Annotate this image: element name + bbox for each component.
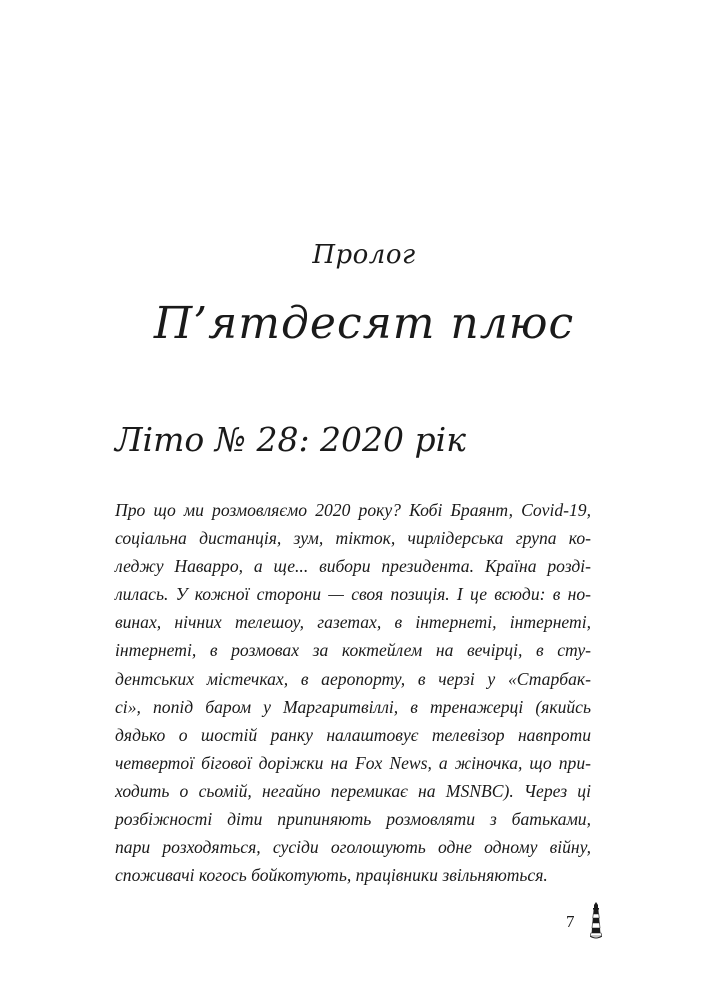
text-line: розбіжності діти припиняють розмовляти з батьками, (115, 809, 591, 830)
text-line: лилась. У кожної сторони — своя позиція. І це всюди: в но- (115, 584, 591, 605)
text-line: четвертої бігової доріжки на Fox News, а жіночка, що при- (115, 752, 591, 773)
text-line: споживачі когось бойкотують, працівники звільняються. (115, 865, 548, 886)
text-line: леджу Наварро, а ще... вибори президента. Країна розді- (115, 556, 591, 577)
text-line: ходить о сьомій, негайно перемикає на MSNBC). Через ці (115, 780, 591, 801)
body-paragraph (115, 496, 591, 889)
text-line: дядько о шостій ранку налаштовує телевізор навпроти (115, 724, 591, 745)
text-line: дентських містечках, в аеропорту, в черзі у «Старбак- (115, 668, 591, 689)
chapter-title: П’ятдесят плюс (153, 298, 575, 349)
lighthouse-icon (590, 902, 602, 940)
text-line: соціальна дистанція, зум, тікток, чирлідерська група ко- (115, 528, 591, 549)
text-line: пари розходяться, сусіди оголошують одне одному війну, (115, 837, 591, 858)
text-line: інтернеті, в розмовах за коктейлем на вечірці, в сту- (115, 640, 591, 661)
text-line: винах, нічних телешоу, газетах, в інтернеті, інтернеті, (115, 612, 591, 633)
chapter-label: Пролог (312, 240, 416, 270)
section-heading: Літо № 28: 2020 рік (115, 420, 466, 459)
text-line: Про що ми розмовляємо 2020 року? Кобі Браянт, Covid-19, (115, 500, 591, 520)
page-number: 7 (566, 912, 575, 931)
text-line: сі», попід баром у Маргаритвіллі, в тренажерці (якийсь (115, 696, 591, 717)
